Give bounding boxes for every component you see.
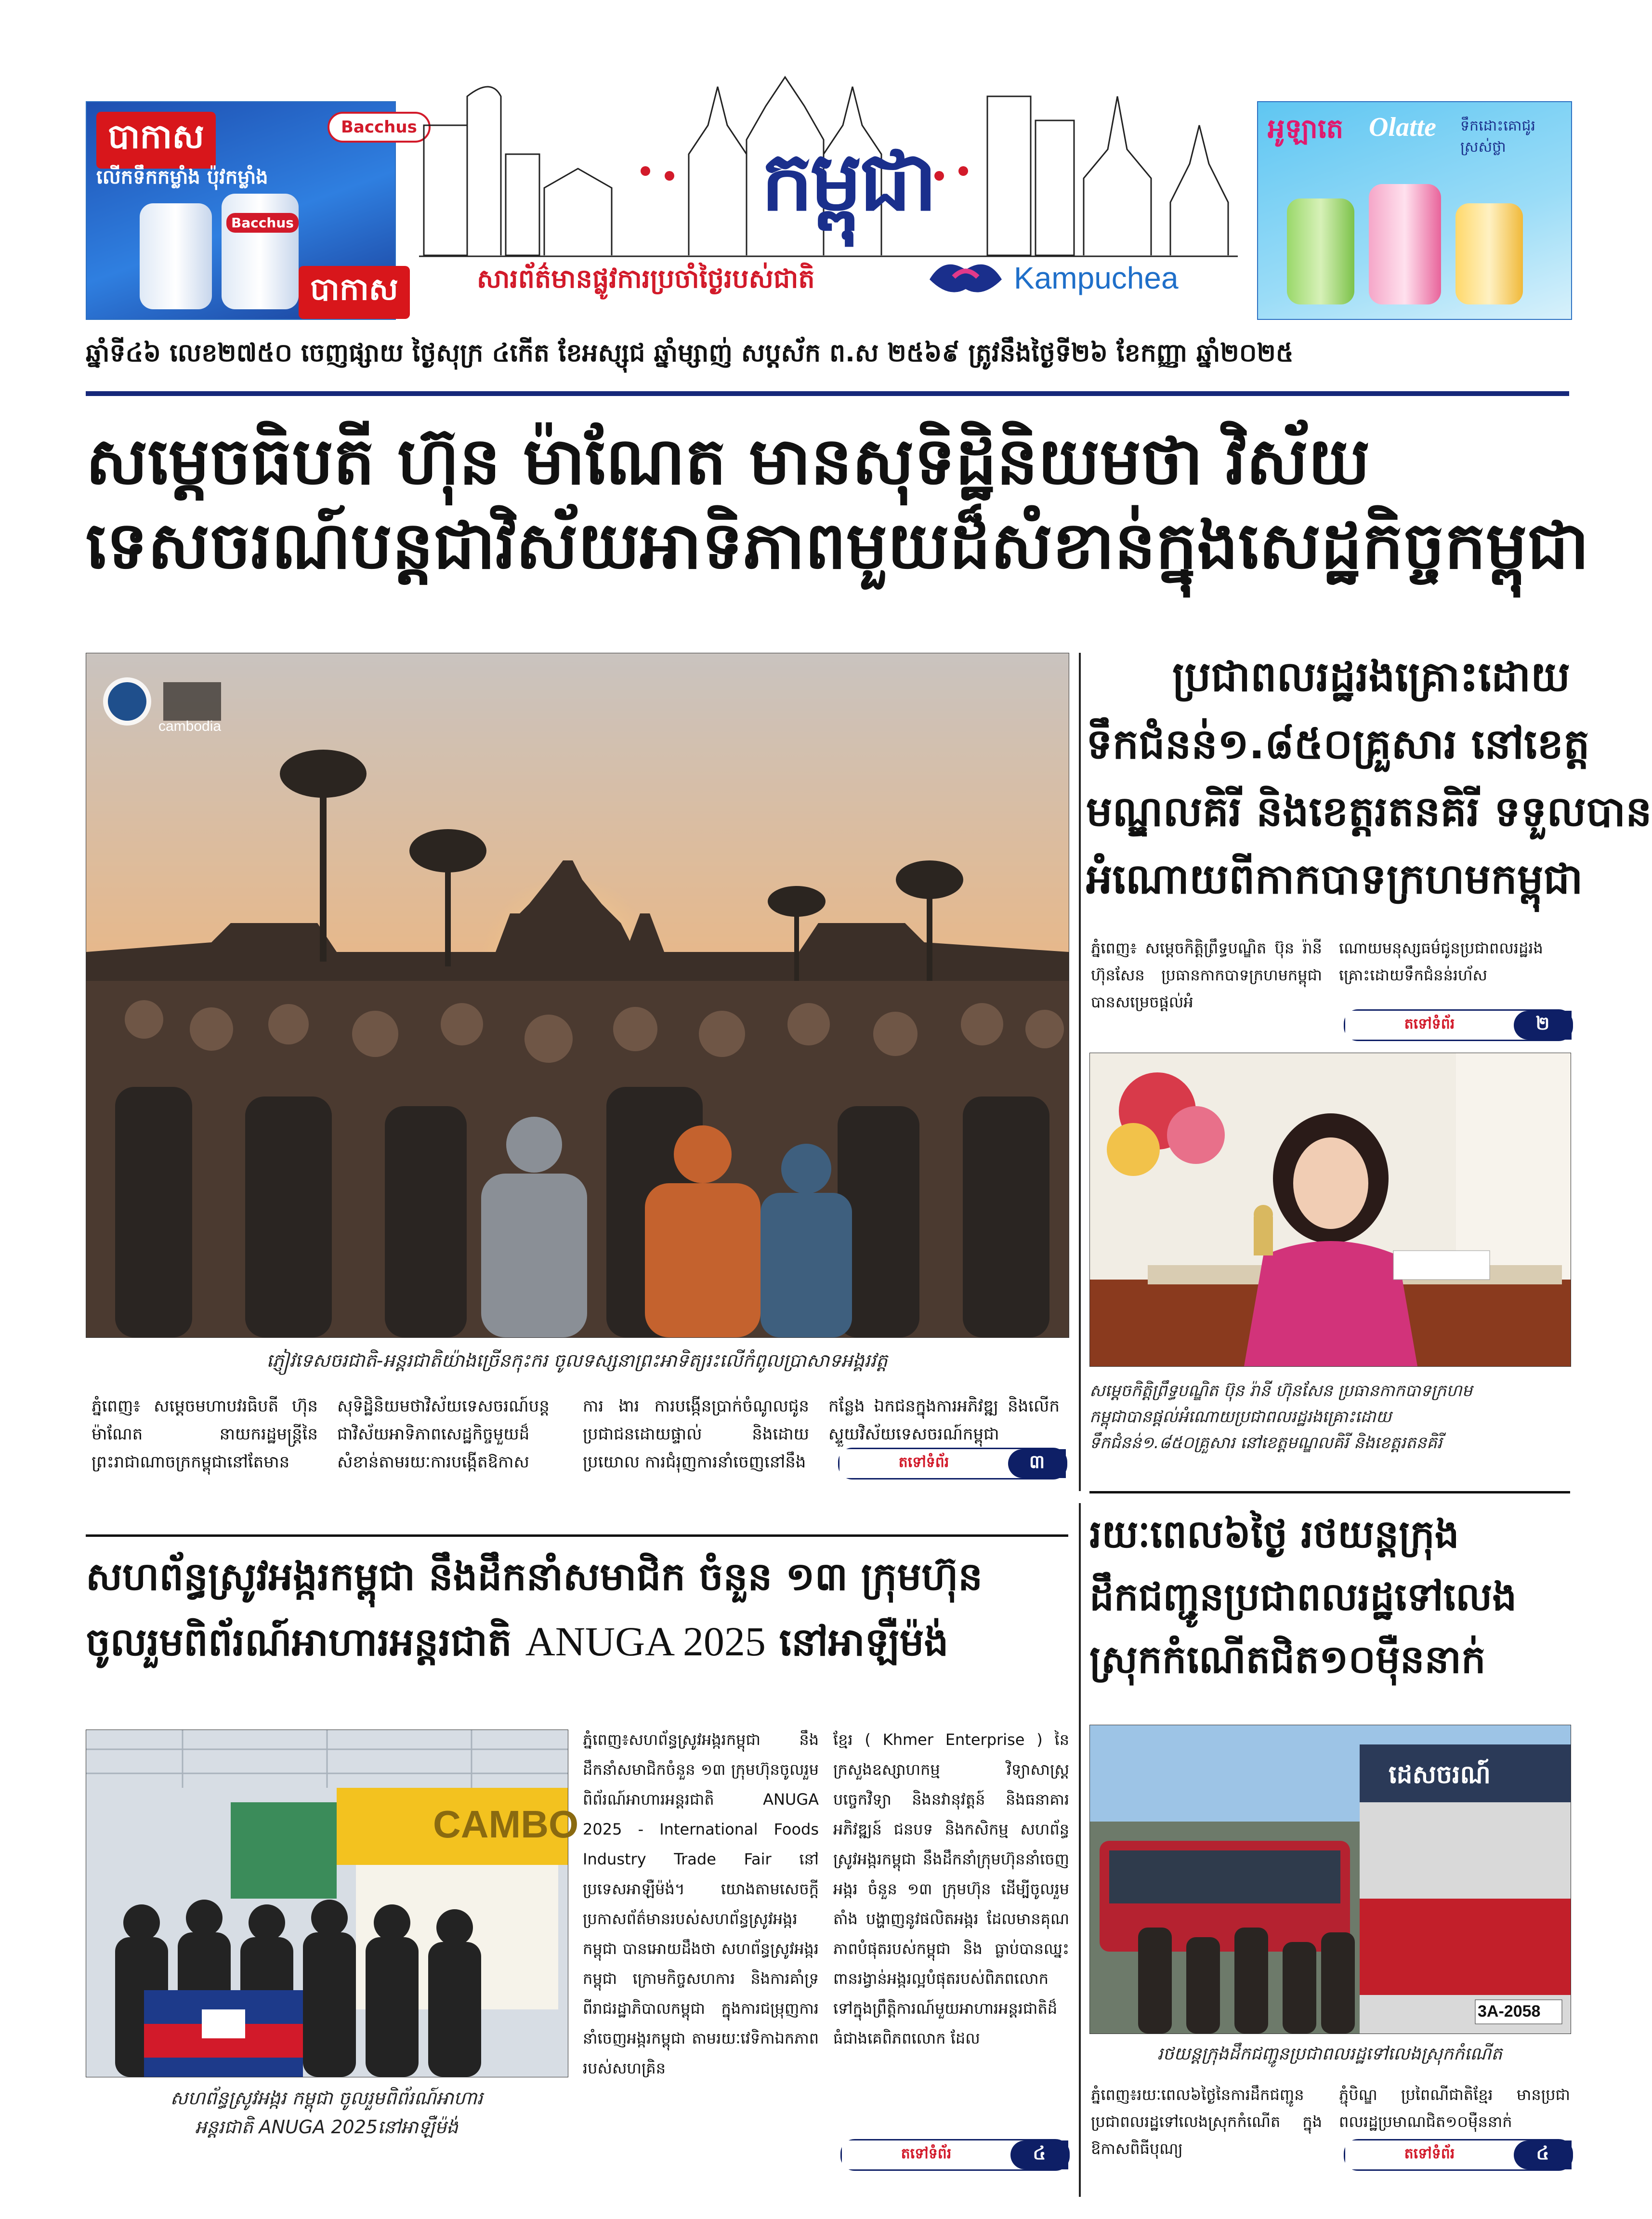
section-divider xyxy=(1089,1491,1570,1493)
olatte-can-icon xyxy=(1287,198,1354,304)
caption-line-3: ទឹកជំនន់១.៨៥០គ្រួសារ នៅខេត្តមណ្ឌលគិរី និងខេត្តរតនគិរី xyxy=(1089,1433,1442,1453)
booth-sign-text: CAMBO xyxy=(433,1803,579,1846)
caption-line-2: កម្ពុជាបានផ្តល់អំណោយប្រជាពលរដ្ឋរងគ្រោះដោយ xyxy=(1089,1407,1392,1426)
angkor-photo-illustration xyxy=(86,653,1069,1337)
can-label: Bacchus xyxy=(226,213,299,233)
cambodia-logo-text: cambodia xyxy=(158,718,222,734)
rice-headline-part-a: ចូលរួមពិព័រណ៍អាហារអន្តរជាតិ xyxy=(86,1620,512,1664)
masthead-logo[interactable]: កម្ពុជា xyxy=(761,134,934,229)
continue-label: តទៅទំព័រ xyxy=(842,2140,1010,2169)
section-divider xyxy=(86,1534,1068,1537)
bacchus-can-icon xyxy=(222,194,299,309)
bus-headline[interactable] xyxy=(1089,1503,1570,1691)
caption-line-1: សម្តេចកិត្តិព្រឹទ្ធបណ្ឌិត ប៊ុន រ៉ានី ហ៊ុនសែន ប្រធានកាកបាទក្រហម xyxy=(1089,1381,1472,1400)
bus-sign-text: ដេសចរណ៍ xyxy=(1389,1760,1491,1789)
continue-page-number: ៣ xyxy=(1008,1449,1066,1478)
olatte-sub: ទឹកដោះគោជូរ ស្រស់ថ្លា xyxy=(1460,118,1536,156)
logo-emblem-icon xyxy=(925,251,1007,304)
olatte-brand: Olatte xyxy=(1369,112,1436,142)
anuga-booth-photo[interactable] xyxy=(86,1730,579,2077)
red-cross-photo[interactable] xyxy=(1089,1053,1571,1367)
olatte-can-icon xyxy=(1369,184,1441,304)
lead-headline-line-2: ទេសចរណ៍បន្តជាវិស័យអាទិភាពមួយដ៏សំខាន់ក្នុងសេដ្ឋកិច្ចកម្ពុជា xyxy=(86,508,1589,583)
continue-label: តទៅទំព័រ xyxy=(1345,1011,1514,1040)
ad-brand-badge: Bacchus xyxy=(328,112,431,143)
ad-slogan-sub: លើកទឹកកម្លាំង ប៉ុវកម្លាំង xyxy=(96,166,268,188)
rice-column-2: ខ្មែរ ( Khmer Enterprise ) នៃក្រសួងឧស្សាហកម្ម វិទ្យាសាស្ត្រ បច្ចេកវិទ្យា និងនវានុវត្តន៍ និងធនាគារអភិវឌ្ឍន៍ ជនបទ និងកសិកម្ម សហព័ន្ធស្រូវអង្ករកម្ពុជា នឹងដឹកនាំក្រុមហ៊ុននាំចេញអង្ករ ចំនួន ១៣ ក្រុមហ៊ុន ដើម្បីចូលរួមតាំង បង្ហាញនូវផលិតអង្ករ ដែលមានគុណភាពបំផុតរបស់កម្ពុជា និង ធ្លាប់បានឈ្នះពានរង្វាន់អង្ករល្អបំផុតរបស់ពិភពលោក ទៅក្នុងព្រឹត្តិការណ៍មួយអាហារអន្តរជាតិដ៏ធំជាងគេពិភពលោក ដែល xyxy=(833,1730,1069,2047)
lead-continue-button[interactable] xyxy=(838,1448,1067,1479)
continue-label: តទៅទំព័រ xyxy=(839,1449,1008,1478)
angkor-sunrise-photo[interactable] xyxy=(86,653,1069,1338)
bus-plate-text: 3A-2058 xyxy=(1478,2002,1541,2021)
caption-line-1: សហព័ន្ធស្រូវអង្ករ កម្ពុជា ចូលរួមពិព័រណ៍អាហារ xyxy=(170,2087,483,2109)
caption-line-2: អន្តរជាតិ ANUGA 2025នៅអាឡឺម៉ង់ xyxy=(195,2116,459,2138)
rice-headline-event: ANUGA 2025 xyxy=(525,1618,766,1664)
olatte-slogan: អូឡាតេ xyxy=(1268,113,1344,145)
flood-column-2: ណោយមនុស្សធម៌ជូនប្រជាពលរដ្ឋរងគ្រោះដោយទឹកជំនន់រហ័ស xyxy=(1339,939,1543,984)
rice-continue-button[interactable] xyxy=(840,2139,1070,2171)
anuga-photo-illustration xyxy=(86,1730,568,2077)
bacchus-can-icon xyxy=(140,203,212,309)
bus-headline-line-2: ដឹកជញ្ជូនប្រជាពលរដ្ឋទៅលេង xyxy=(1089,1574,1517,1619)
lead-column-4: កន្លែង ឯកជនក្នុងការអភិវឌ្ឍ និងលើកស្ទួយវិស័យទេសចរណ៍កម្ពុជា xyxy=(828,1397,1060,1444)
lead-headline-line-1: សម្តេចធិបតី ហ៊ុន ម៉ាណែត មានសុទិដ្ឋិនិយមថា វិស័យ xyxy=(86,423,1370,499)
flood-headline[interactable] xyxy=(1086,643,1652,913)
flood-continue-button[interactable] xyxy=(1344,1009,1573,1041)
bus-headline-line-3: ស្រុកកំណើតជិត១០ម៉ឺននាក់ xyxy=(1089,1637,1486,1682)
olatte-ad[interactable] xyxy=(1257,101,1572,320)
continue-page-number: ២ xyxy=(1514,1011,1572,1040)
lead-photo-caption: ភ្ញៀវទេសចរជាតិ-អន្តរជាតិយ៉ាងច្រើនកុះករ ចូលទស្សនាព្រះអាទិត្យរះលើកំពូលប្រាសាទអង្គរវត្ត xyxy=(266,1350,888,1371)
lead-column-1: ភ្នំពេញ៖ សម្តេចមហាបវរធិបតី ហ៊ុន ម៉ាណែត នាយករដ្ឋមន្ត្រីនៃព្រះរាជាណាចក្រកម្ពុជានៅតែមាន xyxy=(92,1397,318,1472)
flood-headline-line-3: មណ្ឌលគិរី និងខេត្តរតនគិរី ទទួលបាន xyxy=(1086,788,1652,836)
ad-slogan-bottom: បាកាស xyxy=(299,266,410,319)
flood-column-1: ភ្នំពេញ៖ សម្តេចកិត្តិព្រឹទ្ធបណ្ឌិត ប៊ុន រ៉ានី ហ៊ុនសែន ប្រធានកាកបាទក្រហមកម្ពុជា បានសម្រេចផ្តល់អំ xyxy=(1091,939,1322,1011)
flood-headline-line-4: អំណោយពីកាកបាទក្រហមកម្ពុជា xyxy=(1086,855,1583,903)
flood-headline-line-2: ទឹកជំនន់១.៨៥០គ្រួសារ នៅខេត្ត xyxy=(1086,720,1590,768)
rice-headline-line-1: សហព័ន្ធស្រូវអង្ករកម្ពុជា នឹងដឹកនាំសមាជិក ចំនួន ១៣ ក្រុមហ៊ុន xyxy=(86,1554,983,1599)
column-divider xyxy=(1079,1503,1081,2197)
red-cross-photo-caption xyxy=(1089,1378,1570,1456)
bus-photo-caption: រថយន្តក្រុងដឹកជញ្ជូនប្រជាពលរដ្ឋទៅលេងស្រុកកំណើត xyxy=(1157,2044,1502,2064)
bus-continue-button[interactable] xyxy=(1344,2139,1573,2171)
red-cross-photo-illustration xyxy=(1090,1053,1571,1366)
rice-headline-line-2 xyxy=(86,1609,1068,1675)
bus-photo[interactable] xyxy=(1089,1725,1571,2034)
ad-slogan-top: បាកាស xyxy=(96,112,216,169)
issue-date-line: ឆ្នាំទី៤៦ លេខ២៧៥០ ចេញផ្សាយ ថ្ងៃសុក្រ ៤កើត ខែអស្សុជ ឆ្នាំម្សាញ់ សប្តស័ក ព.ស ២៥៦៩ ត្រូវនឹងថ្ងៃទី២៦ ខែកញ្ញា ឆ្នាំ២០២៥ xyxy=(86,339,1294,368)
lead-column-2: សុទិដ្ឋិនិយមថាវិស័យទេសចរណ៍បន្តជាវិស័យអាទិភាពសេដ្ឋកិច្ចមួយដ៏សំខាន់តាមរយៈការបង្កើតឱកាស xyxy=(337,1397,550,1472)
masthead-english-name: Kampuchea xyxy=(1014,261,1179,295)
bus-headline-line-1: រយៈពេល៦ថ្ងៃ រថយន្តក្រុង xyxy=(1089,1512,1459,1557)
continue-label: តទៅទំព័រ xyxy=(1345,2140,1514,2169)
lead-headline[interactable] xyxy=(86,419,1589,588)
bacchus-ad[interactable] xyxy=(86,101,417,320)
bus-column-2: ភ្ជុំបិណ្ឌ ប្រពៃណីជាតិខ្មែរ មានប្រជាពលរដ្ឋប្រមាណជិត១០ម៉ឺននាក់ xyxy=(1339,2086,1570,2131)
rice-headline-part-c: នៅអាឡឺម៉ង់ xyxy=(779,1620,949,1664)
lead-column-3: ការ ងារ ការបង្កើនប្រាក់ចំណូលជូនប្រជាជនដោយផ្ទាល់ និងដោយប្រយោល ការជំរុញការនាំចេញនៅនឹង xyxy=(583,1397,809,1472)
bus-column-1: ភ្នំពេញ៖រយៈពេល៦ថ្ងៃនៃការដឹកជញ្ជូនប្រជាពលរដ្ឋទៅលេងស្រុកកំណើត ក្នុងឱកាសពិធីបុណ្យ xyxy=(1091,2086,1322,2158)
bus-photo-illustration xyxy=(1090,1725,1571,2034)
continue-page-number: ៤ xyxy=(1010,2140,1068,2169)
rice-column-1: ភ្នំពេញ៖សហព័ន្ធស្រូវអង្ករកម្ពុជា នឹងដឹកនាំសមាជិកចំនួន ១៣ ក្រុមហ៊ុនចូលរួមពិព័រណ៍អាហារអន្តរជាតិ ANUGA 2025 - International Foods Industry Trade Fair នៅប្រទេសអាឡឺម៉ង់។ យោងតាមសេចក្តីប្រកាសព័ត៌មានរបស់សហព័ន្ធស្រូវអង្ករកម្ពុជា បានអោយដឹងថា សហព័ន្ធស្រូវអង្ករកម្ពុជា ក្រោមកិច្ចសហការ និងការគាំទ្រពីរាជរដ្ឋាភិបាលកម្ពុជា ក្នុងការជម្រុញការនាំចេញអង្ករកម្ពុជា តាមរយៈវេទិកាឯកភាពរបស់សហគ្រិន xyxy=(583,1730,819,2077)
flood-headline-line-1: ប្រជាពលរដ្ឋរងគ្រោះដោយ xyxy=(1172,653,1570,701)
anuga-photo-caption xyxy=(86,2084,567,2141)
masthead-tagline: សារព័ត៌មានផ្លូវការប្រចាំថ្ងៃរបស់ជាតិ xyxy=(477,264,815,294)
rice-headline[interactable] xyxy=(86,1544,1068,1675)
masthead-rule xyxy=(86,391,1569,396)
continue-page-number: ៤ xyxy=(1514,2140,1572,2169)
olatte-can-icon xyxy=(1455,203,1523,304)
column-divider xyxy=(1079,653,1081,1491)
